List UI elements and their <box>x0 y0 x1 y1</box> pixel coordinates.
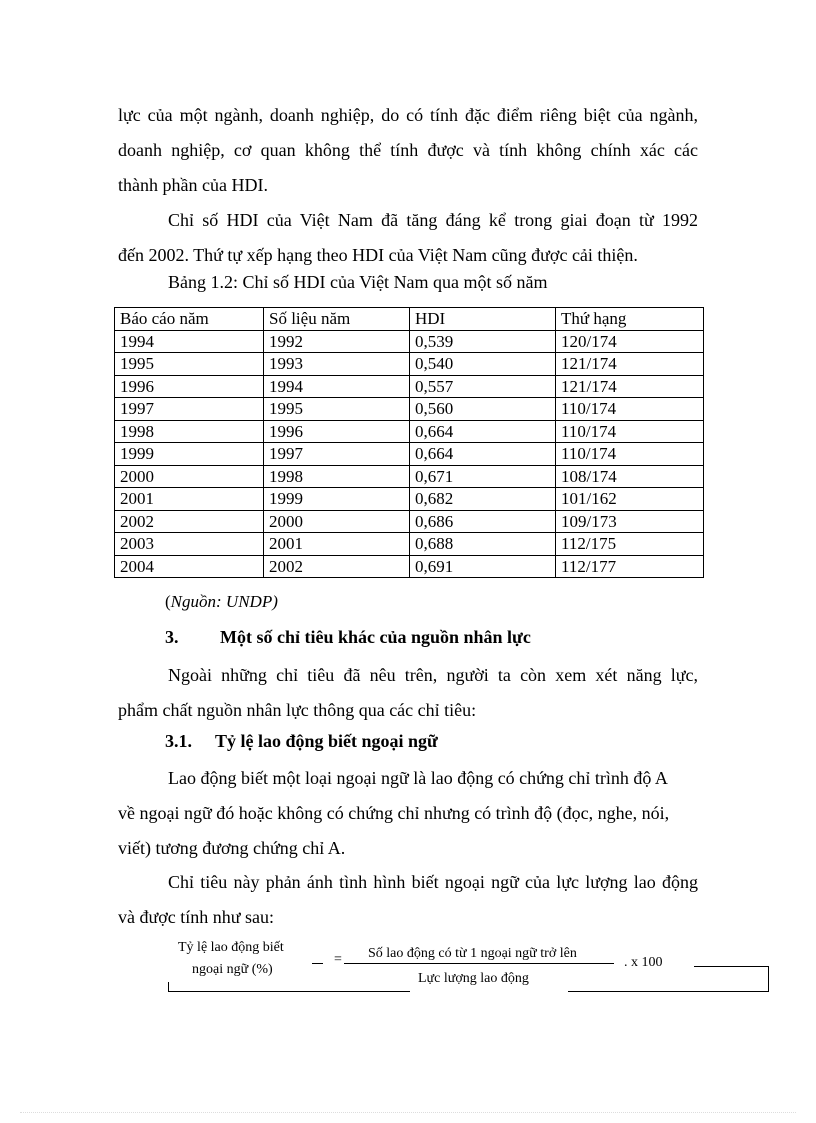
paragraph-other-indicators <box>118 658 698 728</box>
table-cell: 2002 <box>115 510 264 533</box>
table-cell: 2000 <box>115 465 264 488</box>
table-caption: Bảng 1.2: Chỉ số HDI của Việt Nam qua một số năm <box>168 272 548 292</box>
text-line: phẩm chất nguồn nhân lực thông qua các chỉ tiêu: <box>118 700 477 720</box>
foreign-language-ratio-formula <box>168 938 773 998</box>
text-line: về ngoại ngữ đó hoặc không có chứng chỉ nhưng có trình độ (đọc, nghe, nói, <box>118 803 670 823</box>
table-cell: 0,686 <box>410 510 556 533</box>
formula-dash <box>344 963 360 964</box>
table-cell: 1996 <box>115 375 264 398</box>
table-row <box>115 510 704 533</box>
table-row <box>115 375 704 398</box>
table-cell: 0,560 <box>410 398 556 421</box>
column-header: Báo cáo năm <box>115 308 264 331</box>
column-header: Thứ hạng <box>556 308 704 331</box>
table-cell: 1999 <box>264 488 410 511</box>
table-cell: 0,664 <box>410 420 556 443</box>
section-title: Một số chỉ tiêu khác của nguồn nhân lực <box>220 627 531 647</box>
table-cell: 1997 <box>115 398 264 421</box>
table-row <box>115 353 704 376</box>
text-line: thành phần của HDI. <box>118 175 268 195</box>
table-cell: 2000 <box>264 510 410 533</box>
formula-lhs: ngoại ngữ (%) <box>192 962 273 977</box>
table-cell: 0,691 <box>410 555 556 578</box>
table-cell: 112/175 <box>556 533 704 556</box>
section-number: 3. <box>165 627 179 647</box>
table-cell: 0,688 <box>410 533 556 556</box>
table-cell: 112/177 <box>556 555 704 578</box>
table-cell: 110/174 <box>556 443 704 466</box>
source-paren: ( <box>165 592 171 611</box>
table-cell: 1994 <box>115 330 264 353</box>
section-title: Tỷ lệ lao động biết ngoại ngữ <box>215 731 438 751</box>
table-row <box>115 555 704 578</box>
formula-denominator: Lực lượng lao động <box>418 971 529 986</box>
paragraph-hdi-limitations <box>118 98 698 203</box>
paragraph-indicator-calc <box>118 865 698 935</box>
table-cell: 0,540 <box>410 353 556 376</box>
table-cell: 0,664 <box>410 443 556 466</box>
table-cell: 108/174 <box>556 465 704 488</box>
text-line: Chỉ tiêu này phản ánh tình hình biết ngoại ngữ của lực lượng lao động <box>168 872 698 892</box>
table-cell: 0,671 <box>410 465 556 488</box>
table-cell: 1995 <box>264 398 410 421</box>
formula-numerator: Số lao động có từ 1 ngoại ngữ trở lên <box>368 946 577 961</box>
table-cell: 1998 <box>264 465 410 488</box>
text-line: Chỉ số HDI của Việt Nam đã tăng đáng kể trong giai đoạn từ 1992 <box>168 210 698 230</box>
page-bottom-rule <box>20 1112 796 1113</box>
table-cell: 2004 <box>115 555 264 578</box>
text-line: doanh nghiệp, cơ quan không thể tính được và tính không chính xác các <box>118 140 698 160</box>
table-cell: 110/174 <box>556 420 704 443</box>
formula-multiplier: . x 100 <box>624 955 663 970</box>
formula-dash <box>312 963 323 964</box>
table-cell: 1994 <box>264 375 410 398</box>
column-header: Số liệu năm <box>264 308 410 331</box>
table-row <box>115 443 704 466</box>
formula-line <box>694 966 768 967</box>
table-cell: 0,682 <box>410 488 556 511</box>
table-row <box>115 420 704 443</box>
table-row <box>115 533 704 556</box>
table-cell: 1999 <box>115 443 264 466</box>
source-text: Nguồn: UNDP) <box>170 592 278 611</box>
formula-tick <box>168 982 169 992</box>
table-cell: 110/174 <box>556 398 704 421</box>
table-cell: 109/173 <box>556 510 704 533</box>
text-line: Ngoài những chỉ tiêu đã nêu trên, người ta còn xem xét năng lực, <box>168 665 698 685</box>
table-cell: 1995 <box>115 353 264 376</box>
hdi-table <box>114 307 704 578</box>
section-number: 3.1. <box>165 731 192 751</box>
table-cell: 0,557 <box>410 375 556 398</box>
table-cell: 2001 <box>264 533 410 556</box>
table-cell: 2002 <box>264 555 410 578</box>
paragraph-hdi-vietnam <box>118 203 698 273</box>
formula-lhs: Tỷ lệ lao động biết <box>178 940 284 955</box>
text-line: viết) tương đương chứng chỉ A. <box>118 838 346 858</box>
formula-tick <box>768 966 769 992</box>
text-line: lực của một ngành, doanh nghiệp, do có tính đặc điểm riêng biệt của ngành, <box>118 105 698 125</box>
table-cell: 2003 <box>115 533 264 556</box>
table-row <box>115 330 704 353</box>
table-header-row <box>115 308 704 331</box>
table-row <box>115 488 704 511</box>
table-row <box>115 398 704 421</box>
table-cell: 1993 <box>264 353 410 376</box>
table-source <box>165 592 278 612</box>
formula-base-line <box>568 991 768 992</box>
formula-equals: = <box>334 952 342 967</box>
text-line: đến 2002. Thứ tự xếp hạng theo HDI của Việt Nam cũng được cải thiện. <box>118 245 638 265</box>
paragraph-foreign-language-def <box>118 761 698 866</box>
table-cell: 1992 <box>264 330 410 353</box>
section-3-1-heading <box>165 731 438 752</box>
table-cell: 2001 <box>115 488 264 511</box>
table-cell: 121/174 <box>556 353 704 376</box>
text-line: và được tính như sau: <box>118 907 275 927</box>
table-cell: 101/162 <box>556 488 704 511</box>
column-header: HDI <box>410 308 556 331</box>
table-cell: 1997 <box>264 443 410 466</box>
section-3-heading <box>165 627 531 648</box>
table-cell: 120/174 <box>556 330 704 353</box>
table-cell: 1998 <box>115 420 264 443</box>
table-row <box>115 465 704 488</box>
table-cell: 121/174 <box>556 375 704 398</box>
table-cell: 1996 <box>264 420 410 443</box>
formula-base-line <box>168 991 410 992</box>
table-cell: 0,539 <box>410 330 556 353</box>
text-line: Lao động biết một loại ngoại ngữ là lao động có chứng chỉ trình độ A <box>168 768 668 788</box>
fraction-bar <box>360 963 614 964</box>
